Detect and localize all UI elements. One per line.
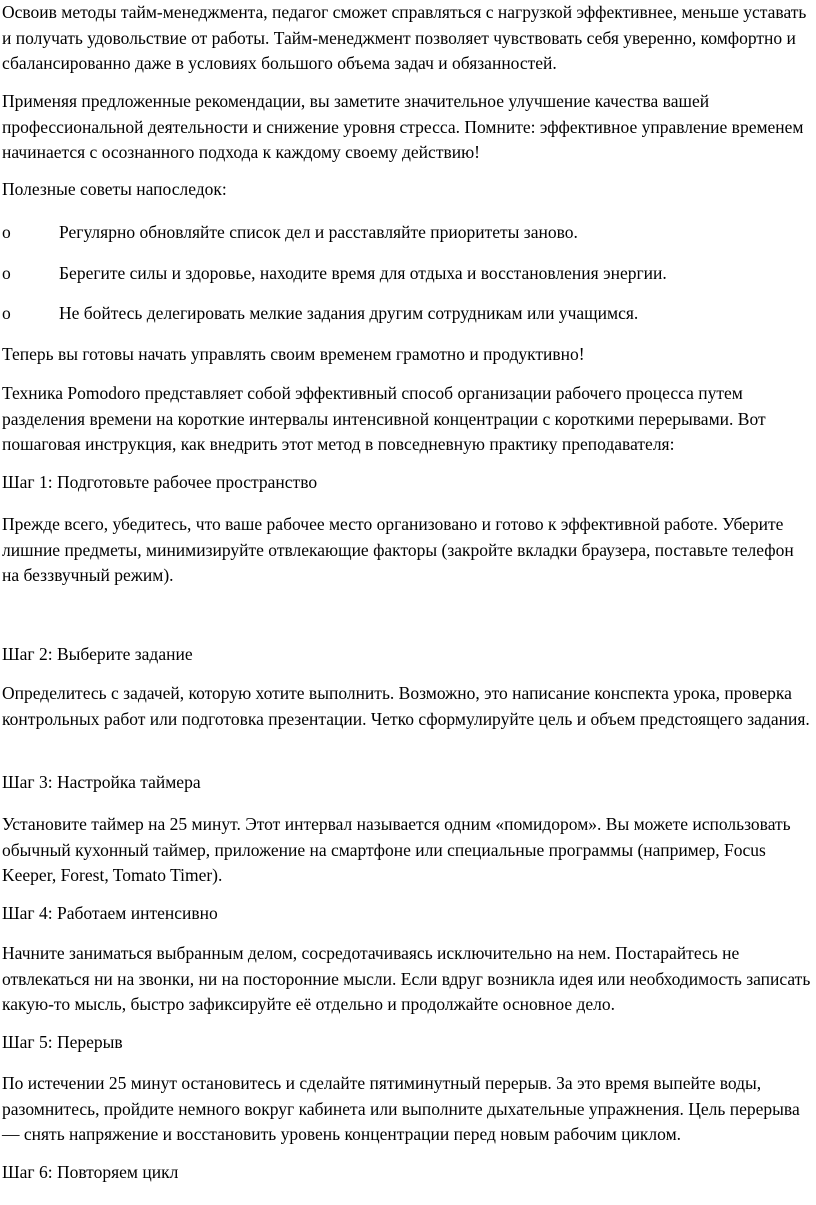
step-5-text: По истечении 25 минут остановитесь и сделайте пятиминутный перерыв. За это время выпейте воды, разомнитесь, пройдите немного вокруг кабинета или выполните дыхательные упражнения. Цель перерыва — снять напряжение и восстановить уровень концентрации перед новым рабочим циклом. bbox=[2, 1073, 800, 1144]
list-item-text: Берегите силы и здоровье, находите время для отдыха и восстановления энергии. bbox=[59, 263, 667, 283]
step-5-title: Шаг 5: Перерыв bbox=[2, 1032, 123, 1052]
bullet-marker: o bbox=[2, 222, 11, 242]
list-item bbox=[0, 220, 814, 246]
bullet-marker: o bbox=[2, 263, 11, 283]
step-1-title: Шаг 1: Подготовьте рабочее пространство bbox=[2, 472, 318, 492]
step-4-text: Начните заниматься выбранным делом, сосредотачиваясь исключительно на нем. Постарайтесь не отвлекаться ни на звонки, ни на посторонние мысли. Если вдруг возникла идея или необходимость записать какую-то мысль, быстро зафиксируйте её отдельно и продолжайте основное дело. bbox=[2, 943, 811, 1014]
paragraph-pomodoro-intro: Техника Pomodoro представляет собой эффективный способ организации рабочего процесса путем разделения времени на короткие интервалы интенсивной концентрации с короткими перерывами. Вот пошаговая инструкция, как внедрить этот метод в повседневную практику преподавателя: bbox=[2, 383, 766, 454]
paragraph-recommendations: Применяя предложенные рекомендации, вы заметите значительное улучшение качества вашей профессиональной деятельности и снижение уровня стресса. Помните: эффективное управление временем начинается с осознанного подхода к каждому своему действию! bbox=[2, 91, 804, 162]
step-4-title: Шаг 4: Работаем интенсивно bbox=[2, 903, 218, 923]
step-2-title: Шаг 2: Выберите задание bbox=[2, 644, 193, 664]
list-item-text: Регулярно обновляйте список дел и расставляйте приоритеты заново. bbox=[59, 222, 578, 242]
step-3-title: Шаг 3: Настройка таймера bbox=[2, 772, 201, 792]
paragraph-ready: Теперь вы готовы начать управлять своим временем грамотно и продуктивно! bbox=[2, 344, 585, 364]
bullet-marker: o bbox=[2, 303, 11, 323]
list-item bbox=[0, 301, 814, 327]
list-item-text: Не бойтесь делегировать мелкие задания другим сотрудникам или учащимся. bbox=[59, 303, 639, 323]
paragraph-time-management-benefits: Освоив методы тайм-менеджмента, педагог сможет справляться с нагрузкой эффективнее, меньше уставать и получать удовольствие от работы. Тайм-менеджмент позволяет чувствовать себя уверенно, комфортно и сбалансированно даже в условиях большого объема задач и обязанностей. bbox=[2, 2, 807, 73]
step-3-text: Установите таймер на 25 минут. Этот интервал называется одним «помидором». Вы можете использовать обычный кухонный таймер, приложение на смартфоне или специальные программы (например, Focus Keeper, Forest, Tomato Timer). bbox=[2, 814, 791, 885]
tips-heading: Полезные советы напоследок: bbox=[2, 179, 227, 199]
step-1-text: Прежде всего, убедитесь, что ваше рабочее место организовано и готово к эффективной работе. Уберите лишние предметы, минимизируйте отвлекающие факторы (закройте вкладки браузера, поставьте телефон на беззвучный режим). bbox=[2, 514, 794, 585]
list-item bbox=[0, 261, 814, 287]
step-6-title: Шаг 6: Повторяем цикл bbox=[2, 1162, 179, 1182]
step-2-text: Определитесь с задачей, которую хотите выполнить. Возможно, это написание конспекта урока, проверка контрольных работ или подготовка презентации. Четко сформулируйте цель и объем предстоящего задания. bbox=[2, 683, 810, 729]
